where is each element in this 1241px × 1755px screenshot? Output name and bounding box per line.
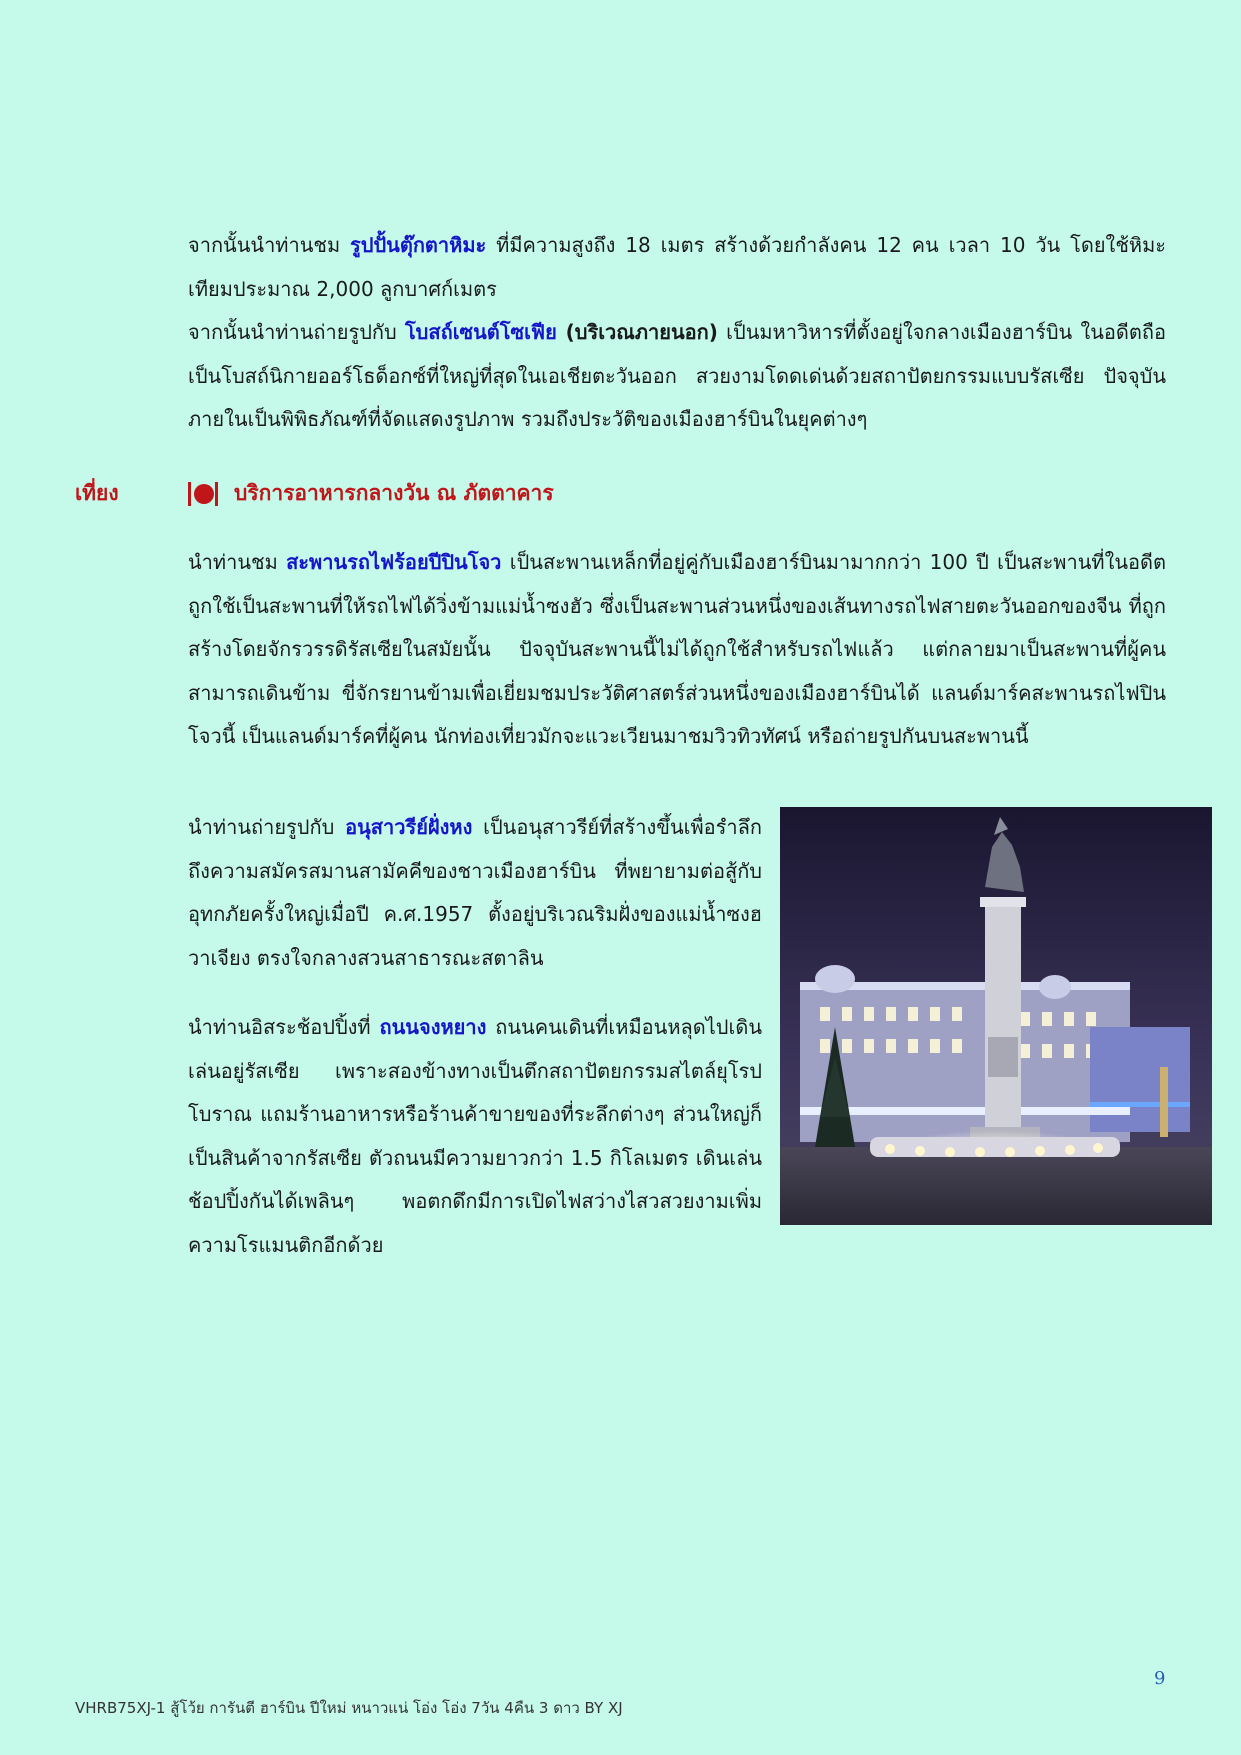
dining-plate-icon — [188, 482, 218, 506]
lunch-text: บริการอาหารกลางวัน ณ ภัตตาคาร — [234, 481, 554, 505]
section-snowman-sofia — [188, 224, 1166, 442]
monument-highlight: อนุสาวรีย์ฝั่งหง — [345, 815, 473, 839]
bridge-highlight: สะพานรถไฟร้อยปีปินโจว — [286, 550, 502, 574]
meal-time-label: เที่ยง — [75, 481, 119, 505]
snowman-paragraph: จากนั้นนำท่านชม รูปปั้นตุ๊กตาหิมะ ที่มีความสูงถึง 18 เมตร สร้างด้วยกำลังคน 12 คน เวลา 10 วัน โดยใช้หิมะเทียมประมาณ 2,000 ลูกบาศก์เมตร — [188, 233, 1167, 301]
footer-text: VHRB75XJ-1 สู้โว้ย การันตี ฮาร์บิน ปีใหม่ หนาวแน่ โอ่ง โอ่ง 7วัน 4คืน 3 ดาว BY XJ — [75, 1699, 623, 1717]
flood-monument-paragraph: นำท่านถ่ายรูปกับ อนุสาวรีย์ฝั่งหง เป็นอนุสาวรีย์ที่สร้างขึ้นเพื่อรำลึกถึงความสมัครสมานสามัคคีของชาวเมืองฮาร์บิน ที่พยายามต่อสู้กับอุทกภัยครั้งใหญ่เมื่อปี ค.ศ.1957 ตั้งอยู่บริเวณริมฝั่งของแม่น้ำซงฮวาเจียง ตรงใจกลางสวนสาธารณะสตาลิน — [188, 815, 762, 970]
lunch-line — [188, 472, 554, 515]
flood-monument-photo — [780, 807, 1212, 1225]
zhongyang-street-paragraph: นำท่านอิสระช้อปปิ้งที่ ถนนจงหยาง ถนนคนเดินที่เหมือนหลุดไปเดินเล่นอยู่รัสเซีย เพราะสองข้างทางเป็นตึกสถาปัตยกรรมสไตล์ยุโรปโบราณ แถมร้านอาหารหรือร้านค้าขายของที่ระลึกต่างๆ ส่วนใหญ่ก็เป็นสินค้าจากรัสเซีย ตัวถนนมีความยาวกว่า 1.5 กิโลเมตร เดินเล่นช้อปปิ้งกันได้เพลินๆ พอตกดึกมีการเปิดไฟสว่างไสวสวยงามเพิ่มความโรแมนติกอีกด้วย — [188, 1015, 762, 1257]
sofia-paragraph: จากนั้นนำท่านถ่ายรูปกับ โบสถ์เซนต์โซเฟีย (บริเวณภายนอก) เป็นมหาวิหารที่ตั้งอยู่ใจกลางเมืองฮาร์บิน ในอดีตถือเป็นโบสถ์นิกายออร์โธด็อกซ์ที่ใหญ่ที่สุดในเอเชียตะวันออก สวยงามโดดเด่นด้วยสถาปัตยกรรมแบบรัสเซีย ปัจจุบันภายในเป็นพิพิธภัณฑ์ที่จัดแสดงรูปภาพ รวมถึงประวัติของเมืองฮาร์บินในยุคต่างๆ — [188, 320, 1166, 431]
sofia-highlight: โบสถ์เซนต์โซเฟีย — [404, 320, 557, 344]
street-highlight: ถนนจงหยาง — [379, 1015, 487, 1039]
bridge-paragraph: นำท่านชม สะพานรถไฟร้อยปีปินโจว เป็นสะพานเหล็กที่อยู่คู่กับเมืองฮาร์บินมามากกว่า 100 ปี เป็นสะพานที่ในอดีตถูกใช้เป็นสะพานที่ให้รถไฟได้วิ่งข้ามแม่น้ำซงฮัว ซึ่งเป็นสะพานส่วนหนึ่งของเส้นทางรถไฟสายตะวันออกของจีน ที่ถูกสร้างโดยจักรวรรดิรัสเซียในสมัยนั้น ปัจจุบันสะพานนี้ไม่ได้ถูกใช้สำหรับรถไฟแล้ว แต่กลายมาเป็นสะพานที่ผู้คนสามารถเดินข้าม ขี่จักรยานข้ามเพื่อเยี่ยมชมประวัติศาสตร์ส่วนหนึ่งของเมืองฮาร์บินได้ แลนด์มาร์คสะพานรถไฟปินโจวนี้ เป็นแลนด์มาร์คที่ผู้คน นักท่องเที่ยวมักจะแวะเวียนมาชมวิวทิวทัศน์ หรือถ่ายรูปกันบนสะพานนี้ — [188, 550, 1167, 748]
snowman-highlight: รูปปั้นตุ๊กตาหิมะ — [350, 233, 487, 257]
section-binzhou-bridge — [188, 541, 1166, 759]
page-number: 9 — [1154, 1668, 1166, 1689]
